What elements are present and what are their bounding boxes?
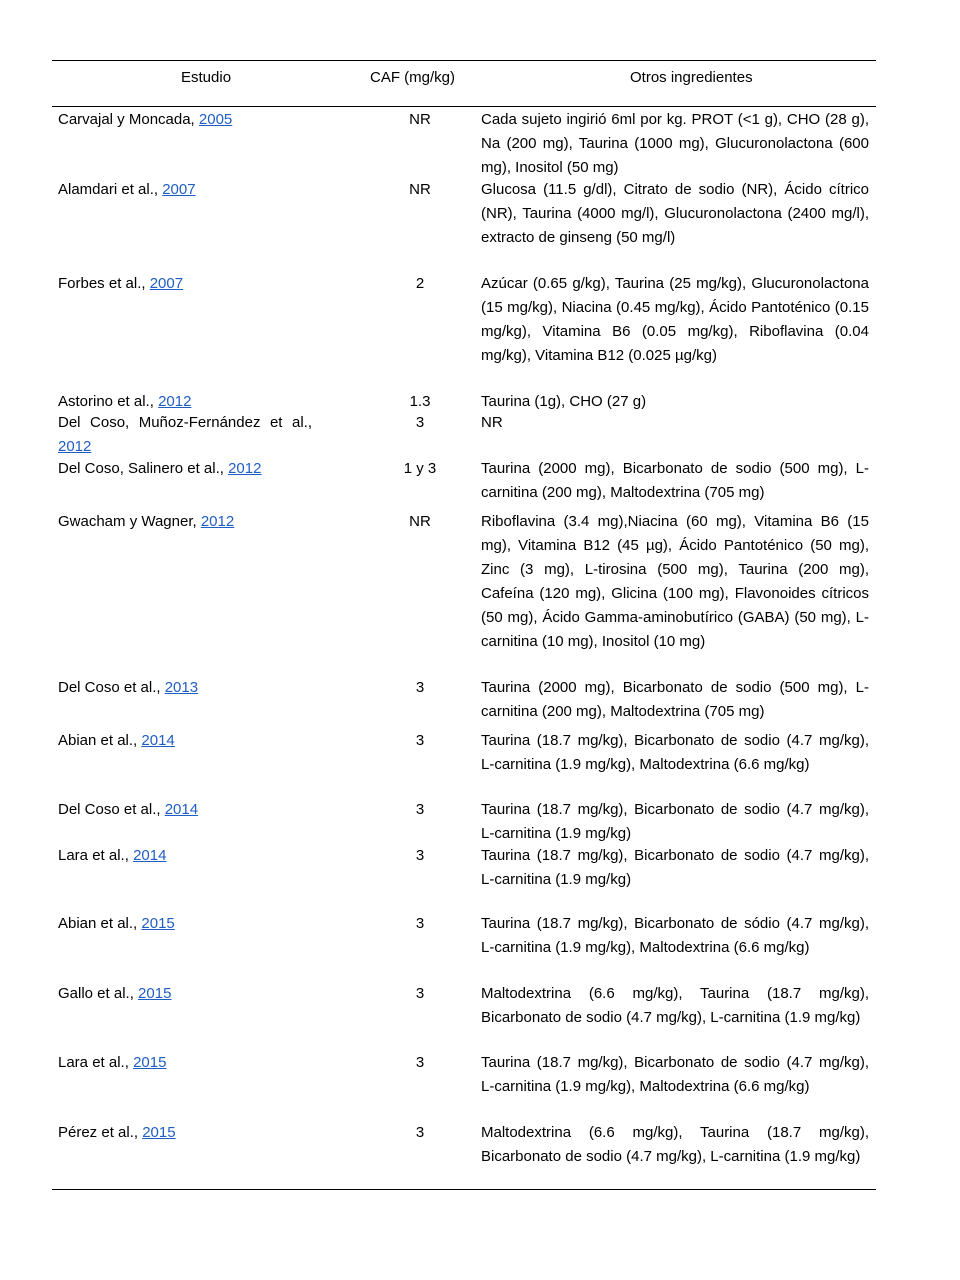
study-author: Alamdari et al., <box>58 181 159 198</box>
cell-caf: NR <box>409 111 431 128</box>
table-bottom-rule <box>52 1189 876 1190</box>
study-author: Lara et al., <box>58 847 129 864</box>
study-author: Carvajal y Moncada, <box>58 111 195 128</box>
study-author: Del Coso, Muñoz-Fernández et al., <box>58 414 312 431</box>
cell-caf: 2 <box>415 275 425 292</box>
study-author: Forbes et al., <box>58 275 146 292</box>
cell-estudio <box>58 798 312 822</box>
cell-otros-ingredientes: Taurina (1g), CHO (27 g) <box>481 393 647 410</box>
study-author: Lara et al., <box>58 1054 129 1071</box>
cell-estudio <box>58 844 312 868</box>
cell-otros-ingredientes: NR <box>481 414 503 431</box>
study-author: Del Coso et al., <box>58 801 161 818</box>
cell-estudio <box>58 676 312 700</box>
cell-estudio <box>58 729 312 753</box>
header-caf: CAF (mg/kg) <box>370 69 456 86</box>
cell-otros-ingredientes: Cada sujeto ingirió 6ml por kg. PROT (<1 g), CHO (28 g), Na (200 mg), Taurina (1000 mg), Glucuronolactona (600 mg), Inositol (50 mg) <box>481 111 869 176</box>
table-top-rule <box>52 60 876 61</box>
study-author: Abian et al., <box>58 915 138 932</box>
cell-otros-ingredientes: Taurina (18.7 mg/kg), Bicarbonato de sodio (4.7 mg/kg), L-carnitina (1.9 mg/kg) <box>481 847 869 888</box>
cell-caf: 1.3 <box>409 393 431 410</box>
cell-caf: NR <box>409 513 431 530</box>
study-author: Del Coso et al., <box>58 679 161 696</box>
cell-otros-ingredientes: Maltodextrina (6.6 mg/kg), Taurina (18.7 mg/kg), Bicarbonato de sodio (4.7 mg/kg), L-carnitina (1.9 mg/kg) <box>481 985 869 1026</box>
cell-caf: 3 <box>415 1124 425 1141</box>
cell-otros-ingredientes: Riboflavina (3.4 mg),Niacina (60 mg), Vitamina B6 (15 mg), Vitamina B12 (45 µg), Ácido Pantoténico (50 mg), Zinc (3 mg), L-tirosina (500 mg), Taurina (200 mg), Cafeína (120 mg), Glicina (100 mg), Flavonoides cítricos (50 mg), Ácido Gamma-aminobutírico (GABA) (50 mg), L-carnitina (10 mg), Inositol (10 mg) <box>481 513 869 650</box>
study-author: Gwacham y Wagner, <box>58 513 197 530</box>
cell-caf: 3 <box>415 985 425 1002</box>
cell-otros-ingredientes: Glucosa (11.5 g/dl), Citrato de sodio (NR), Ácido cítrico (NR), Taurina (4000 mg/l), Glucuronolactona (2400 mg/l), extracto de ginseng (50 mg/l) <box>481 181 869 246</box>
cell-estudio <box>58 272 312 296</box>
cell-otros-ingredientes: Azúcar (0.65 g/kg), Taurina (25 mg/kg), Glucuronolactona (15 mg/kg), Niacina (0.45 mg/kg), Ácido Pantoténico (0.15 mg/kg), Vitamina B6 (0.05 mg/kg), Riboflavina (0.04 mg/kg), Vitamina B12 (0.025 µg/kg) <box>481 275 869 364</box>
study-author: Del Coso, Salinero et al., <box>58 460 224 477</box>
study-year-link[interactable]: 2007 <box>149 275 184 292</box>
cell-estudio <box>58 411 312 459</box>
cell-caf: 3 <box>415 847 425 864</box>
cell-estudio <box>58 108 312 132</box>
study-year-link[interactable]: 2015 <box>138 985 172 1002</box>
cell-estudio <box>58 1051 312 1075</box>
cell-estudio <box>58 178 312 202</box>
study-year-link[interactable]: 2015 <box>133 1054 167 1071</box>
cell-caf: NR <box>409 181 431 198</box>
study-year-link[interactable]: 2014 <box>164 801 199 818</box>
cell-caf: 1 y 3 <box>403 460 437 477</box>
study-year-link[interactable]: 2012 <box>228 460 262 477</box>
cell-caf: 3 <box>415 732 425 749</box>
study-year-link[interactable]: 2012 <box>200 513 235 530</box>
study-year-link[interactable]: 2015 <box>142 1124 176 1141</box>
study-author: Pérez et al., <box>58 1124 139 1141</box>
study-year-link[interactable]: 2014 <box>133 847 167 864</box>
study-year-link[interactable]: 2014 <box>141 732 175 749</box>
study-year-link[interactable]: 2013 <box>164 679 199 696</box>
cell-caf: 3 <box>415 414 425 431</box>
study-year-link[interactable]: 2015 <box>141 915 175 932</box>
cell-estudio <box>58 912 312 936</box>
cell-caf: 3 <box>415 679 425 696</box>
cell-otros-ingredientes: Taurina (18.7 mg/kg), Bicarbonato de sodio (4.7 mg/kg), L-carnitina (1.9 mg/kg), Maltodextrina (6.6 mg/kg) <box>481 1054 869 1095</box>
cell-otros-ingredientes: Taurina (2000 mg), Bicarbonato de sodio (500 mg), L-carnitina (200 mg), Maltodextrina (705 mg) <box>481 460 869 501</box>
cell-caf: 3 <box>415 1054 425 1071</box>
study-author: Astorino et al., <box>58 393 154 410</box>
cell-otros-ingredientes: Taurina (18.7 mg/kg), Bicarbonato de sódio (4.7 mg/kg), L-carnitina (1.9 mg/kg), Maltodextrina (6.6 mg/kg) <box>481 915 869 956</box>
cell-estudio <box>58 457 312 481</box>
cell-caf: 3 <box>415 801 425 818</box>
cell-caf: 3 <box>415 915 425 932</box>
study-year-link[interactable]: 2012 <box>158 393 192 410</box>
header-bottom-rule <box>52 106 876 107</box>
study-year-link[interactable]: 2005 <box>198 111 233 128</box>
cell-otros-ingredientes: Taurina (18.7 mg/kg), Bicarbonato de sodio (4.7 mg/kg), L-carnitina (1.9 mg/kg) <box>481 801 869 842</box>
cell-otros-ingredientes: Taurina (2000 mg), Bicarbonato de sodio (500 mg), L-carnitina (200 mg), Maltodextrina (705 mg) <box>481 679 869 720</box>
study-year-link[interactable]: 2007 <box>162 181 196 198</box>
cell-otros-ingredientes: Maltodextrina (6.6 mg/kg), Taurina (18.7 mg/kg), Bicarbonato de sodio (4.7 mg/kg), L-carnitina (1.9 mg/kg) <box>481 1124 869 1165</box>
cell-estudio <box>58 510 312 534</box>
header-estudio: Estudio <box>181 69 232 86</box>
study-author: Abian et al., <box>58 732 138 749</box>
header-otros-ingredientes: Otros ingredientes <box>630 69 753 86</box>
cell-estudio <box>58 1121 312 1145</box>
study-year-link[interactable]: 2012 <box>58 438 92 455</box>
cell-otros-ingredientes: Taurina (18.7 mg/kg), Bicarbonato de sodio (4.7 mg/kg), L-carnitina (1.9 mg/kg), Maltodextrina (6.6 mg/kg) <box>481 732 869 773</box>
cell-estudio <box>58 982 312 1006</box>
study-author: Gallo et al., <box>58 985 134 1002</box>
